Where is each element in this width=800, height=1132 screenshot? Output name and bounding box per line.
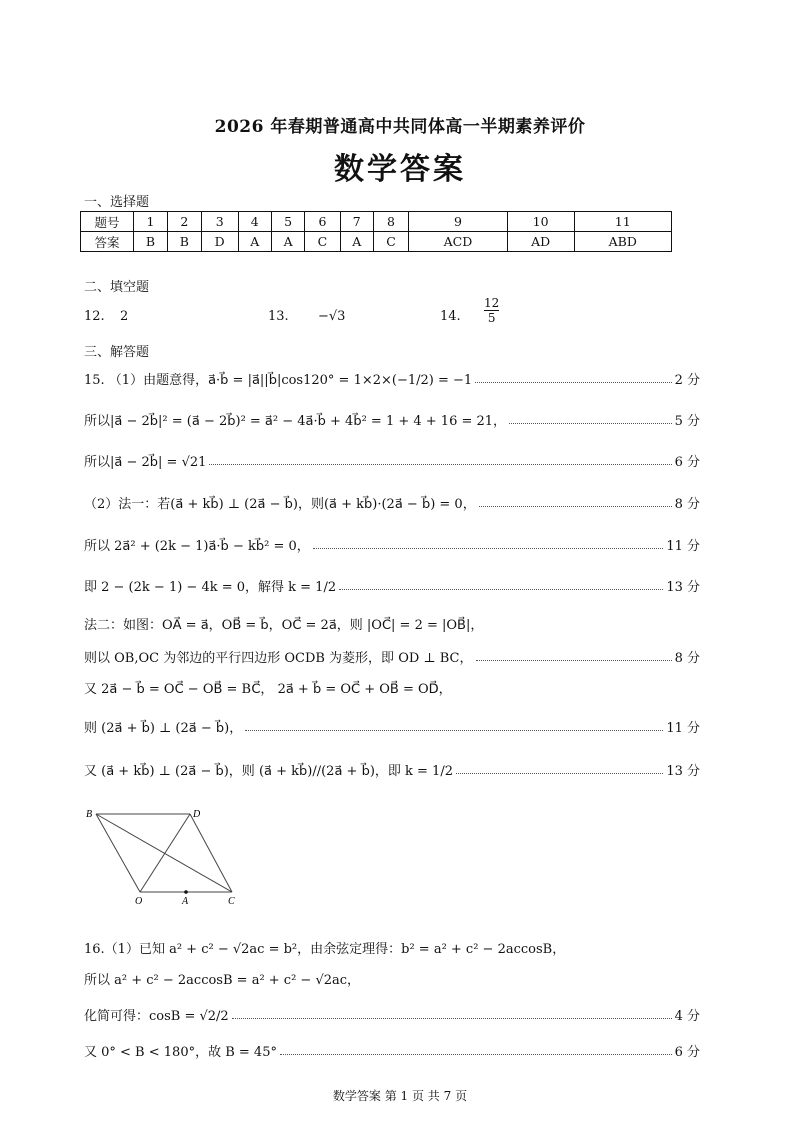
table-cell: B bbox=[134, 232, 168, 252]
solution-text: 化简可得：cosB = √2/2 bbox=[84, 1009, 229, 1024]
table-cell: AD bbox=[507, 232, 574, 252]
solution-text: 所以|a⃗ − 2b⃗| = √21 bbox=[84, 455, 207, 470]
document-title: 2026 年春期普通高中共同体高一半期素养评价 bbox=[214, 117, 586, 137]
solution-line bbox=[84, 717, 700, 736]
table-cell: 5 bbox=[271, 212, 304, 232]
leader-dots bbox=[509, 423, 672, 424]
edge-ob bbox=[96, 814, 140, 892]
table-cell: A bbox=[238, 232, 271, 252]
solution-text: 所以 2a⃗² + (2k − 1)a⃗·b⃗ − kb⃗² = 0， bbox=[84, 539, 310, 554]
table-cell: 3 bbox=[201, 212, 238, 232]
solution-line bbox=[84, 1041, 700, 1060]
score-label: 6 分 bbox=[674, 455, 700, 470]
table-row-answers bbox=[81, 232, 672, 252]
solution-text: 则以 OB,OC 为邻边的平行四边形 OCDB 为菱形，即 OD ⊥ BC， bbox=[84, 651, 473, 666]
table-cell: C bbox=[373, 232, 408, 252]
solution-text: 法二：如图：OA⃗ = a⃗，OB⃗ = b⃗，OC⃗ = 2a⃗，则 |OC⃗| = 2 = |OB⃗|， bbox=[84, 618, 484, 633]
q12-answer: 2 bbox=[120, 309, 129, 324]
leader-dots bbox=[475, 382, 671, 383]
solution-text: 又 0° < B < 180°，故 B = 45° bbox=[84, 1045, 277, 1060]
diagonal-bc bbox=[96, 814, 232, 892]
score-label: 11 分 bbox=[666, 539, 700, 554]
solution-text: 即 2 − (2k − 1) − 4k = 0，解得 k = 1/2 bbox=[84, 580, 337, 595]
table-cell: 11 bbox=[574, 212, 671, 232]
label-a: A bbox=[182, 896, 189, 904]
solution-text: 又 2a⃗ − b⃗ = OC⃗ − OB⃗ = BC⃗， 2a⃗ + b⃗ = OC⃗ + OB⃗ = OD⃗， bbox=[84, 682, 452, 697]
solution-line bbox=[84, 410, 700, 429]
table-cell: D bbox=[201, 232, 238, 252]
document-subtitle: 数学答案 bbox=[334, 152, 466, 187]
table-cell: ACD bbox=[409, 232, 508, 252]
table-cell: B bbox=[167, 232, 201, 252]
solution-text: 则 (2a⃗ + b⃗) ⊥ (2a⃗ − b⃗)， bbox=[84, 721, 243, 736]
score-label: 4 分 bbox=[674, 1009, 700, 1024]
table-cell: 2 bbox=[167, 212, 201, 232]
section-solution-label: 三、解答题 bbox=[84, 345, 150, 360]
q14-answer-fraction bbox=[484, 296, 499, 325]
solution-line bbox=[84, 938, 700, 957]
solution-text: 所以|a⃗ − 2b⃗|² = (a⃗ − 2b⃗)² = a⃗² − 4a⃗·b⃗ + 4b⃗² = 1 + 4 + 16 = 21， bbox=[84, 414, 507, 429]
score-label: 8 分 bbox=[674, 497, 700, 512]
table-cell: 4 bbox=[238, 212, 271, 232]
solution-text: 所以 a² + c² − 2accosB = a² + c² − √2ac， bbox=[84, 973, 361, 988]
solution-line bbox=[84, 614, 700, 633]
section-fill-label: 二、填空题 bbox=[84, 280, 150, 295]
table-cell: 6 bbox=[305, 212, 340, 232]
solution-line bbox=[84, 369, 700, 388]
q12-number: 12. bbox=[84, 309, 105, 324]
score-label: 13 分 bbox=[666, 764, 700, 779]
table-header-question: 题号 bbox=[81, 212, 134, 232]
leader-dots bbox=[280, 1054, 672, 1055]
q14-denominator: 5 bbox=[487, 311, 496, 325]
label-c: C bbox=[228, 896, 235, 904]
solution-line bbox=[84, 760, 700, 779]
solution-text: 又 (a⃗ + kb⃗) ⊥ (2a⃗ − b⃗)，则 (a⃗ + kb⃗)//(2a⃗ + b⃗)，即 k = 1/2 bbox=[84, 764, 453, 779]
table-cell: 10 bbox=[507, 212, 574, 232]
leader-dots bbox=[313, 548, 664, 549]
answer-table bbox=[80, 211, 672, 252]
score-label: 13 分 bbox=[666, 580, 700, 595]
label-o: O bbox=[135, 896, 143, 904]
leader-dots bbox=[209, 464, 671, 465]
label-b: B bbox=[86, 809, 93, 820]
leader-dots bbox=[245, 730, 663, 731]
page-footer: 数学答案 第 1 页 共 7 页 bbox=[332, 1089, 468, 1103]
table-cell: 7 bbox=[340, 212, 373, 232]
table-cell: 8 bbox=[373, 212, 408, 232]
table-cell: 9 bbox=[409, 212, 508, 232]
q14-numerator: 12 bbox=[484, 296, 500, 310]
leader-dots bbox=[479, 506, 672, 507]
solution-line bbox=[84, 647, 700, 666]
solution-text: （2）法一：若(a⃗ + kb⃗) ⊥ (2a⃗ − b⃗)，则(a⃗ + kb⃗)·(2a⃗ − b⃗) = 0， bbox=[84, 497, 476, 512]
leader-dots bbox=[476, 660, 672, 661]
solution-line bbox=[84, 1005, 700, 1024]
table-cell: A bbox=[271, 232, 304, 252]
table-row-questions bbox=[81, 212, 672, 232]
table-cell: A bbox=[340, 232, 373, 252]
solution-text: 16.（1）已知 a² + c² − √2ac = b²，由余弦定理得：b² = a² + c² − 2accosB， bbox=[84, 942, 566, 957]
table-header-answer: 答案 bbox=[81, 232, 134, 252]
solution-line bbox=[84, 493, 700, 512]
leader-dots bbox=[456, 773, 663, 774]
q13-answer: −√3 bbox=[318, 309, 346, 324]
rhombus-figure bbox=[80, 804, 250, 904]
score-label: 5 分 bbox=[674, 414, 700, 429]
score-label: 11 分 bbox=[666, 721, 700, 736]
q14-number: 14. bbox=[440, 309, 461, 324]
table-cell: C bbox=[305, 232, 340, 252]
leader-dots bbox=[232, 1018, 672, 1019]
solution-line bbox=[84, 576, 700, 595]
solution-line bbox=[84, 678, 700, 697]
solution-line bbox=[84, 969, 700, 988]
leader-dots bbox=[339, 589, 663, 590]
solution-text: 15. （1）由题意得，a⃗·b⃗ = |a⃗||b⃗|cos120° = 1×2×(−1/2) = −1 bbox=[84, 373, 473, 388]
table-cell: ABD bbox=[574, 232, 671, 252]
score-label: 8 分 bbox=[674, 651, 700, 666]
diagonal-od bbox=[140, 814, 190, 892]
label-d: D bbox=[193, 809, 201, 820]
q13-number: 13. bbox=[268, 309, 289, 324]
solution-line bbox=[84, 535, 700, 554]
point-a bbox=[184, 890, 188, 894]
score-label: 2 分 bbox=[674, 373, 700, 388]
solution-line bbox=[84, 451, 700, 470]
table-cell: 1 bbox=[134, 212, 168, 232]
score-label: 6 分 bbox=[674, 1045, 700, 1060]
section-choice-label: 一、选择题 bbox=[84, 195, 150, 210]
